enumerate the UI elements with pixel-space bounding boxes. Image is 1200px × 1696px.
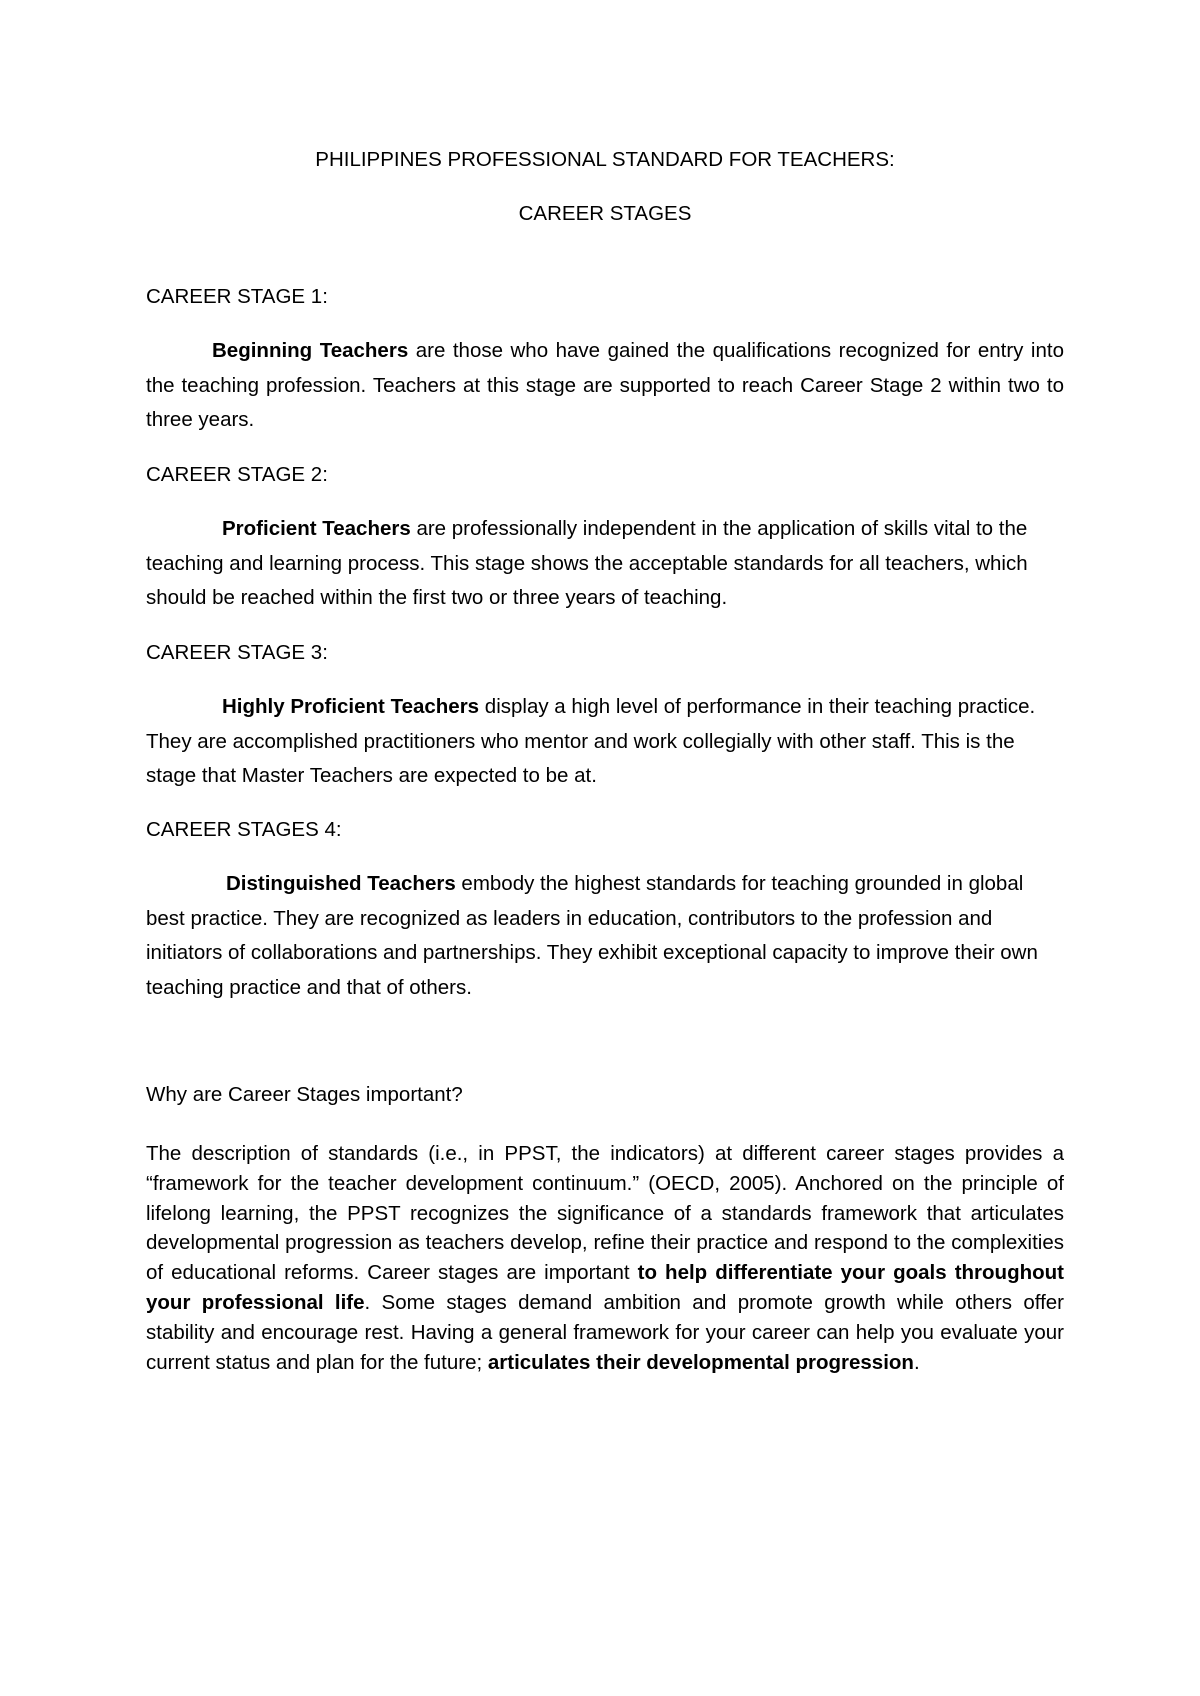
stage-1-term: Beginning Teachers xyxy=(212,339,409,362)
stage-2-term: Proficient Teachers xyxy=(222,517,411,540)
stage-1-heading: CAREER STAGE 1: xyxy=(146,285,328,308)
stage-3-heading: CAREER STAGE 3: xyxy=(146,641,328,664)
stage-1-paragraph xyxy=(146,334,1064,438)
stage-2-paragraph xyxy=(146,512,1064,616)
stage-3-text: display a high level of performance in their teaching practice. They are accomplished practitioners who mentor and work collegially with other staff. This is the stage that Master Teachers are expected to be at. xyxy=(146,695,1036,787)
stage-2-heading: CAREER STAGE 2: xyxy=(146,463,328,486)
stage-3-paragraph xyxy=(146,690,1064,794)
title-line-1: PHILIPPINES PROFESSIONAL STANDARD FOR TEACHERS: xyxy=(315,148,895,171)
answer-part-2: . Some stages demand ambition and promote growth while others offer stability and encourage rest. Having a general framework for your career can help you evaluate your current status and plan for the future; xyxy=(146,1290,1064,1374)
question-heading: Why are Career Stages important? xyxy=(146,1083,463,1106)
title-line-2: CAREER STAGES xyxy=(518,202,692,225)
answer-paragraph xyxy=(146,1139,1064,1377)
stage-1-text: are those who have gained the qualifications recognized for entry into the teaching profession. Teachers at this stage are supported to reach Career Stage 2 within two to three years. xyxy=(146,339,1064,431)
stage-4-heading: CAREER STAGES 4: xyxy=(146,818,342,841)
answer-bold-2: articulates their developmental progression xyxy=(487,1350,914,1374)
stage-4-paragraph xyxy=(146,867,1064,1005)
stage-2-text: are professionally independent in the application of skills vital to the teaching and learning process. This stage shows the acceptable standards for all teachers, which should be reached within the first two or three years of teaching. xyxy=(146,517,1028,609)
stage-4-text: embody the highest standards for teaching grounded in global best practice. They are recognized as leaders in education, contributors to the profession and initiators of collaborations and partnerships. They exhibit exceptional capacity to improve their own teaching practice and that of others. xyxy=(146,872,1038,999)
answer-part-3: . xyxy=(913,1350,920,1374)
stage-3-term: Highly Proficient Teachers xyxy=(222,695,480,718)
answer-bold-1: to help differentiate your goals throughout your professional life xyxy=(146,1261,1064,1314)
answer-part-1: The description of standards (i.e., in PPST, the indicators) at different career stages provides a “framework for the teacher development continuum.” (OECD, 2005). Anchored on the principle of lifelong learning, the PPST recognizes the significance of a standards framework that articulates developmental progression as teachers develop, refine their practice and respond to the complexities of educational reforms. Career stages are important xyxy=(146,1142,1064,1285)
stage-4-term: Distinguished Teachers xyxy=(226,872,456,895)
